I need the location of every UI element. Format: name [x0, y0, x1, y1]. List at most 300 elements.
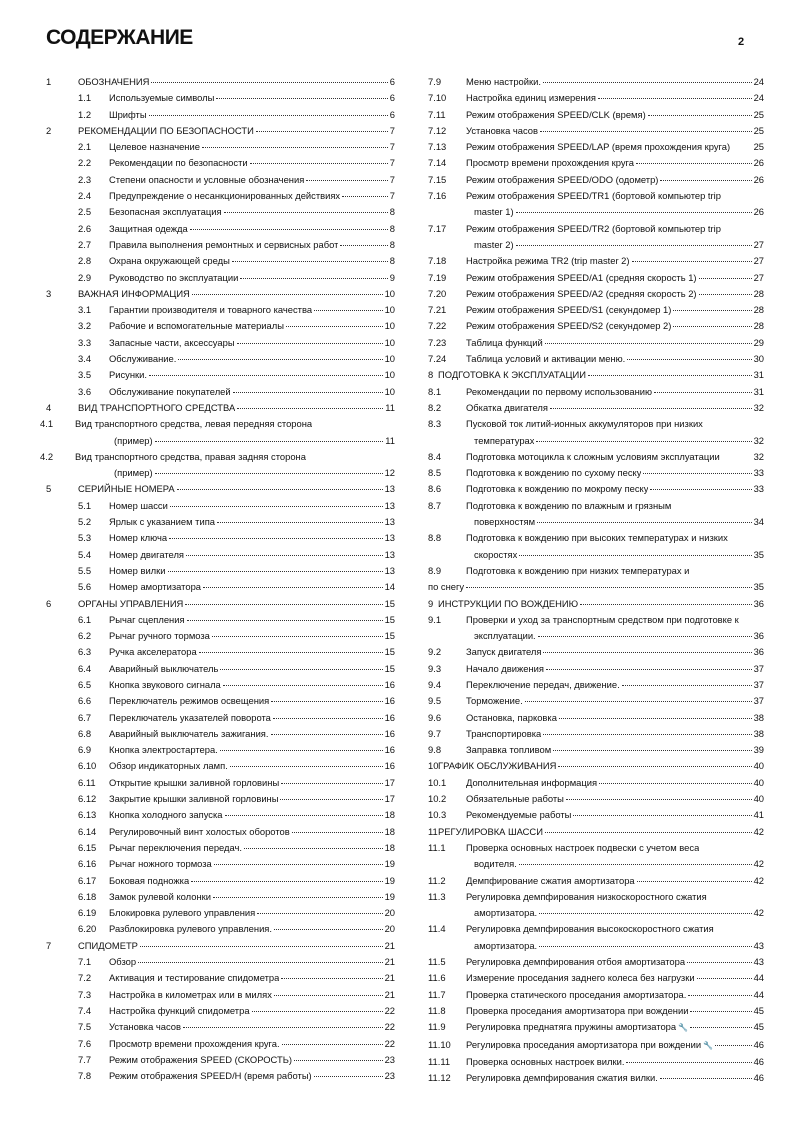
- toc-entry[interactable]: [40, 204, 395, 220]
- toc-entry-number: 11.10: [428, 1038, 451, 1050]
- toc-entry-title-continued: по снегу: [428, 581, 465, 593]
- toc-entry[interactable]: [40, 514, 395, 530]
- toc-entry[interactable]: [40, 824, 395, 840]
- toc-entry-line: [40, 1019, 395, 1035]
- toc-entry-number: 11: [428, 825, 438, 837]
- toc-entry-line: [428, 628, 764, 644]
- toc-entry-title-continued: master 2): [474, 238, 514, 250]
- toc-entry[interactable]: [40, 563, 395, 579]
- toc-entry-line: [428, 335, 764, 351]
- toc-entry[interactable]: [40, 987, 395, 1003]
- toc-dot-leader: [294, 1060, 383, 1061]
- toc-entry[interactable]: [40, 693, 395, 709]
- toc-entry[interactable]: [40, 221, 395, 237]
- toc-entry[interactable]: [40, 905, 395, 921]
- toc-entry-title: Начало движения: [466, 662, 544, 674]
- toc-entry[interactable]: [428, 563, 764, 596]
- toc-entry-page: 15: [384, 613, 395, 625]
- toc-entry-title: Таблица условий и активации меню.: [466, 353, 626, 365]
- toc-entry-line: [40, 661, 395, 677]
- toc-dot-leader: [224, 212, 388, 213]
- toc-entry-number: 11.3: [428, 890, 446, 902]
- toc-entry-title: Обкатка двигателя: [466, 401, 548, 413]
- toc-entry[interactable]: [428, 449, 764, 465]
- toc-entry-title: Номер шасси: [109, 499, 168, 511]
- toc-dot-leader: [149, 115, 388, 116]
- toc-entry-line: [428, 970, 764, 986]
- toc-entry[interactable]: [40, 155, 395, 171]
- toc-entry-number: 6.12: [78, 793, 97, 805]
- toc-entry[interactable]: [428, 1037, 764, 1054]
- toc-left-column: [40, 74, 395, 1084]
- toc-entry-page: 16: [384, 744, 395, 756]
- toc-entry-line: [428, 74, 764, 90]
- toc-entry-line: [40, 155, 395, 171]
- toc-entry[interactable]: [428, 693, 764, 709]
- toc-dot-leader: [199, 652, 383, 653]
- toc-entry-page: 25: [753, 141, 764, 153]
- toc-entry-number: 7.6: [78, 1037, 92, 1049]
- toc-entry[interactable]: [40, 107, 395, 123]
- toc-entry-title-continued: водителя.: [474, 858, 517, 870]
- toc-entry[interactable]: [40, 775, 395, 791]
- toc-entry[interactable]: [428, 481, 764, 497]
- toc-entry-title: Рычаг ножного тормоза: [109, 858, 212, 870]
- toc-entry-page: 16: [384, 760, 395, 772]
- toc-entry-page: 26: [753, 206, 764, 218]
- toc-entry-line: [428, 90, 764, 106]
- toc-entry[interactable]: [40, 726, 395, 742]
- toc-dot-leader: [257, 913, 382, 914]
- toc-entry[interactable]: [428, 612, 764, 645]
- toc-entry[interactable]: [428, 465, 764, 481]
- toc-dot-leader: [545, 343, 752, 344]
- toc-entry[interactable]: [40, 628, 395, 644]
- toc-dot-leader: [250, 163, 388, 164]
- toc-entry[interactable]: [428, 384, 764, 400]
- toc-dot-leader: [138, 962, 382, 963]
- toc-entry[interactable]: [40, 710, 395, 726]
- toc-entry-page: 24: [753, 76, 764, 87]
- toc-entry-page: 36: [753, 646, 764, 658]
- toc-entry-page: 35: [753, 548, 764, 560]
- toc-entry[interactable]: [40, 677, 395, 693]
- toc-entry-page: 32: [753, 450, 764, 462]
- toc-entry[interactable]: [428, 807, 764, 823]
- toc-entry-line: [40, 384, 395, 400]
- toc-entry-page: 44: [753, 972, 764, 984]
- toc-entry[interactable]: [428, 74, 764, 90]
- toc-entry-number: 6.5: [78, 678, 92, 690]
- toc-entry[interactable]: [40, 1019, 395, 1035]
- toc-entry-page: 19: [384, 874, 395, 886]
- toc-entry-number: 2.7: [78, 238, 92, 250]
- toc-entry-line: [428, 644, 764, 660]
- toc-entry[interactable]: [40, 416, 395, 449]
- toc-dot-leader: [190, 229, 388, 230]
- toc-entry-line: [40, 547, 395, 563]
- toc-entry[interactable]: [40, 889, 395, 905]
- toc-entry[interactable]: [40, 856, 395, 872]
- toc-entry-number: 5.5: [78, 564, 92, 576]
- toc-entry-title: Закрытие крышки заливной горловины: [109, 793, 279, 805]
- toc-entry[interactable]: [428, 889, 764, 922]
- toc-entry-page: 27: [753, 255, 764, 267]
- toc-dot-leader: [256, 131, 388, 132]
- toc-entry-title: Проверки и уход за транспортным средством при подготовке к: [466, 613, 739, 625]
- toc-entry[interactable]: [40, 873, 395, 889]
- toc-entry-number: 6.16: [78, 858, 97, 870]
- toc-entry-title: Защитная одежда: [109, 222, 188, 234]
- toc-dot-leader: [540, 131, 752, 132]
- toc-entry-number: 11.2: [428, 874, 446, 886]
- toc-entry[interactable]: [428, 726, 764, 742]
- toc-entry[interactable]: [428, 286, 764, 302]
- toc-entry-title: Настройка функций спидометра: [109, 1004, 250, 1016]
- toc-entry[interactable]: [40, 1052, 395, 1068]
- toc-entry[interactable]: [428, 172, 764, 188]
- toc-entry-number: 7.21: [428, 304, 447, 316]
- toc-entry-title: Проверка основных настроек подвески с учетом веса: [466, 841, 700, 853]
- toc-dot-leader: [525, 701, 752, 702]
- toc-entry[interactable]: [428, 498, 764, 531]
- toc-entry[interactable]: [428, 155, 764, 171]
- toc-entry-number: 1.1: [78, 92, 92, 104]
- toc-entry-line: [428, 498, 764, 514]
- toc-entry-title: Просмотр времени прохождения круга: [466, 157, 634, 169]
- toc-dot-leader: [599, 783, 752, 784]
- toc-entry-line: [428, 596, 764, 612]
- toc-entry-number: 2: [46, 124, 52, 136]
- toc-entry-number: 6.20: [78, 923, 97, 935]
- toc-entry-title: Регулировочный винт холостых оборотов: [109, 825, 290, 837]
- toc-dot-leader: [216, 98, 387, 99]
- toc-entry-page: 6: [389, 92, 395, 104]
- toc-entry-page: 17: [384, 776, 395, 788]
- toc-entry[interactable]: [40, 840, 395, 856]
- toc-entry-number: 9.4: [428, 678, 442, 690]
- toc-entry[interactable]: [40, 286, 395, 302]
- toc-entry[interactable]: [428, 824, 764, 840]
- toc-entry-number: 4.1: [40, 418, 54, 430]
- toc-entry[interactable]: [40, 921, 395, 937]
- toc-dot-leader: [168, 571, 383, 572]
- toc-entry[interactable]: [40, 335, 395, 351]
- toc-entry[interactable]: [40, 742, 395, 758]
- toc-dot-leader: [240, 278, 387, 279]
- toc-entry-line: [428, 465, 764, 481]
- toc-dot-leader: [212, 636, 383, 637]
- toc-entry-page: 10: [384, 353, 395, 365]
- toc-entry-page: 7: [389, 157, 395, 169]
- toc-entry-line: [428, 302, 764, 318]
- toc-entry[interactable]: [40, 351, 395, 367]
- toc-dot-leader: [191, 881, 382, 882]
- toc-entry-page: 36: [753, 597, 764, 609]
- toc-dot-leader: [314, 310, 382, 311]
- toc-entry-title: Открытие крышки заливной горловины: [109, 776, 280, 788]
- toc-entry[interactable]: [40, 367, 395, 383]
- toc-entry[interactable]: [428, 270, 764, 286]
- toc-entry[interactable]: [40, 612, 395, 628]
- toc-entry-number: 7.14: [428, 157, 447, 169]
- toc-entry[interactable]: [428, 644, 764, 660]
- toc-entry-title: ИНСТРУКЦИИ ПО ВОЖДЕНИЮ: [438, 597, 579, 609]
- toc-entry-line: [40, 954, 395, 970]
- toc-entry-line: [40, 74, 395, 90]
- toc-entry-page: 20: [384, 923, 395, 935]
- toc-dot-leader: [340, 245, 387, 246]
- toc-entry-number: 7.1: [78, 956, 92, 968]
- toc-entry-title: Номер ключа: [109, 532, 168, 544]
- toc-entry[interactable]: [428, 318, 764, 334]
- toc-entry[interactable]: [428, 775, 764, 791]
- toc-entry[interactable]: [428, 139, 764, 155]
- toc-entry[interactable]: [428, 367, 764, 383]
- toc-entry-page: 45: [753, 1021, 764, 1033]
- toc-entry-number: 6.11: [78, 776, 96, 788]
- toc-entry[interactable]: [40, 938, 395, 954]
- toc-entry-page: 32: [753, 401, 764, 413]
- toc-entry-line: [40, 987, 395, 1003]
- toc-entry[interactable]: [40, 530, 395, 546]
- toc-dot-leader: [252, 1011, 383, 1012]
- toc-dot-leader: [237, 343, 383, 344]
- toc-entry-page: 7: [389, 173, 395, 185]
- toc-entry[interactable]: [40, 1003, 395, 1019]
- toc-entry-line: [428, 1037, 764, 1054]
- toc-entry[interactable]: [428, 188, 764, 221]
- toc-entry[interactable]: [40, 644, 395, 660]
- toc-entry[interactable]: [40, 90, 395, 106]
- toc-entry[interactable]: [428, 400, 764, 416]
- toc-entry[interactable]: [428, 530, 764, 563]
- toc-entry-title: Вид транспортного средства, левая передняя сторона: [75, 418, 313, 430]
- toc-entry-title-continued: (пример): [114, 434, 153, 446]
- toc-entry-line: [428, 155, 764, 171]
- toc-dot-leader: [202, 147, 388, 148]
- toc-entry[interactable]: [428, 921, 764, 954]
- toc-entry[interactable]: [428, 107, 764, 123]
- toc-entry[interactable]: [40, 172, 395, 188]
- toc-entry-title: Рабочие и вспомогательные материалы: [109, 320, 284, 332]
- toc-entry-title: Переключатель указателей поворота: [109, 711, 271, 723]
- toc-entry-line: [428, 286, 764, 302]
- toc-entry-title: Проверка проседания амортизатора при вождении: [466, 1004, 689, 1016]
- toc-entry-number: 9.3: [428, 662, 442, 674]
- toc-entry-title: Обзор индикаторных ламп.: [109, 760, 228, 772]
- toc-entry-title: Кнопка холодного запуска: [109, 809, 223, 821]
- toc-entry[interactable]: [40, 384, 395, 400]
- toc-entry[interactable]: [40, 1036, 395, 1052]
- toc-entry-number: 7.22: [428, 320, 447, 332]
- toc-entry[interactable]: [428, 873, 764, 889]
- toc-entry-title: Пусковой ток литий-ионных аккумуляторов при низких: [466, 418, 703, 430]
- toc-entry[interactable]: [428, 221, 764, 254]
- toc-entry[interactable]: [40, 758, 395, 774]
- toc-entry-title: Таблица функций: [466, 336, 543, 348]
- toc-entry[interactable]: [428, 742, 764, 758]
- toc-entry[interactable]: [428, 758, 764, 774]
- toc-entry-page: 32: [753, 434, 764, 446]
- wrench-icon: 🔧: [703, 1040, 714, 1050]
- toc-entry-title: Транспортировка: [466, 727, 542, 739]
- toc-right-column: [428, 74, 764, 1086]
- toc-entry[interactable]: [428, 253, 764, 269]
- toc-entry[interactable]: [40, 449, 395, 482]
- toc-entry-title-continued: (пример): [114, 467, 153, 479]
- toc-entry-page: 18: [384, 809, 395, 821]
- toc-entry[interactable]: [40, 498, 395, 514]
- toc-entry[interactable]: [40, 807, 395, 823]
- toc-entry[interactable]: [40, 970, 395, 986]
- toc-entry-title: Режим отображения SPEED/CLK (время): [466, 108, 646, 120]
- toc-entry[interactable]: [428, 123, 764, 139]
- toc-entry-title: Ярлык с указанием типа: [109, 516, 215, 528]
- toc-entry-page: 38: [753, 711, 764, 723]
- toc-entry-number: 7.19: [428, 271, 447, 283]
- toc-entry-title: Режим отображения SPEED/A1 (средняя скорость 1): [466, 271, 697, 283]
- toc-entry[interactable]: [428, 351, 764, 367]
- toc-entry[interactable]: [40, 188, 395, 204]
- toc-entry-page: 37: [753, 662, 764, 674]
- toc-entry-number: 2.8: [78, 255, 92, 267]
- toc-entry-number: 6.13: [78, 809, 97, 821]
- toc-dot-leader: [558, 766, 751, 767]
- toc-entry-line: [428, 481, 764, 497]
- toc-entry-line: [428, 840, 764, 856]
- toc-dot-leader: [626, 1062, 751, 1063]
- toc-entry-number: 11.1: [428, 841, 446, 853]
- toc-entry-line: [40, 710, 395, 726]
- toc-entry[interactable]: [40, 661, 395, 677]
- toc-entry[interactable]: [428, 1054, 764, 1070]
- toc-dot-leader: [466, 587, 751, 588]
- toc-entry-title: Вид транспортного средства, правая задняя сторона: [75, 450, 306, 462]
- toc-entry[interactable]: [40, 481, 395, 497]
- toc-entry-title: Подготовка к вождению по сухому песку: [466, 467, 642, 479]
- toc-entry-title: Номер амортизатора: [109, 581, 202, 593]
- toc-entry[interactable]: [40, 579, 395, 595]
- toc-entry[interactable]: [40, 74, 395, 90]
- toc-entry[interactable]: [40, 954, 395, 970]
- toc-entry-title: РЕКОМЕНДАЦИИ ПО БЕЗОПАСНОСТИ: [78, 124, 254, 136]
- toc-entry-title: Запуск двигателя: [466, 646, 542, 658]
- toc-entry[interactable]: [428, 302, 764, 318]
- toc-entry[interactable]: [428, 677, 764, 693]
- toc-entry-number: 6.2: [78, 630, 92, 642]
- toc-entry[interactable]: [40, 123, 395, 139]
- toc-entry[interactable]: [428, 416, 764, 449]
- toc-entry[interactable]: [40, 791, 395, 807]
- toc-entry-title: Рисунки.: [109, 369, 147, 381]
- toc-entry[interactable]: [428, 335, 764, 351]
- toc-entry[interactable]: [40, 318, 395, 334]
- toc-entry-title: Режим отображения SPEED/S1 (секундомер 1): [466, 304, 672, 316]
- toc-dot-leader: [155, 441, 384, 442]
- toc-entry-title: Правила выполнения ремонтных и сервисных работ: [109, 238, 339, 250]
- toc-entry-page: 15: [384, 662, 395, 674]
- toc-entry[interactable]: [40, 596, 395, 612]
- toc-entry-title: Режим отображения SPEED/TR2 (бортовой компьютер trip: [466, 222, 721, 234]
- toc-entry[interactable]: [40, 400, 395, 416]
- toc-entry[interactable]: [40, 237, 395, 253]
- toc-entry-number: 11.8: [428, 1004, 446, 1016]
- toc-entry-line: [40, 367, 395, 383]
- toc-entry-line: [428, 579, 764, 595]
- toc-entry[interactable]: [428, 1003, 764, 1019]
- toc-entry-page: 35: [753, 581, 764, 593]
- toc-entry-title: Обслуживание покупателей: [109, 385, 231, 397]
- toc-entry[interactable]: [40, 139, 395, 155]
- toc-entry-page: 43: [753, 939, 764, 951]
- toc-entry-title: Рекомендуемые работы: [466, 809, 572, 821]
- toc-entry-page: 41: [753, 809, 764, 821]
- toc-entry-page: 7: [389, 141, 395, 153]
- toc-entry-line: [428, 253, 764, 269]
- toc-entry[interactable]: [428, 710, 764, 726]
- toc-entry[interactable]: [40, 302, 395, 318]
- toc-dot-leader: [643, 473, 751, 474]
- toc-entry-page: 21: [384, 988, 395, 1000]
- toc-entry-line: [428, 1054, 764, 1070]
- toc-entry-line: [428, 416, 764, 432]
- toc-entry-line: [428, 921, 764, 937]
- toc-entry-line: [428, 954, 764, 970]
- toc-entry-line: [428, 726, 764, 742]
- toc-entry-title: Регулировка демпфирования сжатия вилки.: [466, 1072, 658, 1084]
- toc-dot-leader: [186, 555, 383, 556]
- toc-dot-leader: [192, 294, 383, 295]
- toc-entry-page: 42: [753, 858, 764, 870]
- toc-entry-number: 6.9: [78, 744, 92, 756]
- toc-entry-page: 26: [753, 173, 764, 185]
- toc-entry[interactable]: [428, 1070, 764, 1086]
- toc-entry-line: [40, 107, 395, 123]
- toc-entry[interactable]: [428, 90, 764, 106]
- toc-dot-leader: [281, 783, 382, 784]
- toc-entry-line: [40, 579, 395, 595]
- toc-entry-title: Рекомендации по безопасности: [109, 157, 248, 169]
- toc-entry-title: Безопасная эксплуатация: [109, 206, 222, 218]
- toc-entry-title: Гарантии производителя и товарного качества: [109, 304, 313, 316]
- toc-entry-line: [40, 221, 395, 237]
- toc-entry[interactable]: [428, 791, 764, 807]
- toc-entry[interactable]: [428, 954, 764, 970]
- toc-entry-page: 25: [753, 108, 764, 120]
- toc-entry-line: [428, 905, 764, 921]
- toc-entry[interactable]: [40, 1068, 395, 1084]
- toc-entry-title: Измерение проседания заднего колеса без нагрузки: [466, 972, 695, 984]
- toc-entry[interactable]: [428, 987, 764, 1003]
- toc-entry-number: 7.7: [78, 1053, 92, 1065]
- toc-entry-page: 40: [753, 776, 764, 788]
- toc-entry[interactable]: [428, 661, 764, 677]
- toc-entry-line: [428, 693, 764, 709]
- toc-entry[interactable]: [428, 596, 764, 612]
- toc-entry[interactable]: [428, 1019, 764, 1036]
- toc-entry[interactable]: [40, 270, 395, 286]
- toc-entry[interactable]: [428, 840, 764, 873]
- toc-entry-page: 37: [753, 695, 764, 707]
- toc-dot-leader: [519, 555, 751, 556]
- toc-entry-number: 3.3: [78, 336, 92, 348]
- toc-entry[interactable]: [428, 970, 764, 986]
- toc-entry[interactable]: [40, 547, 395, 563]
- toc-entry-line: [428, 758, 764, 774]
- toc-entry-number: 7.20: [428, 287, 447, 299]
- toc-entry[interactable]: [40, 253, 395, 269]
